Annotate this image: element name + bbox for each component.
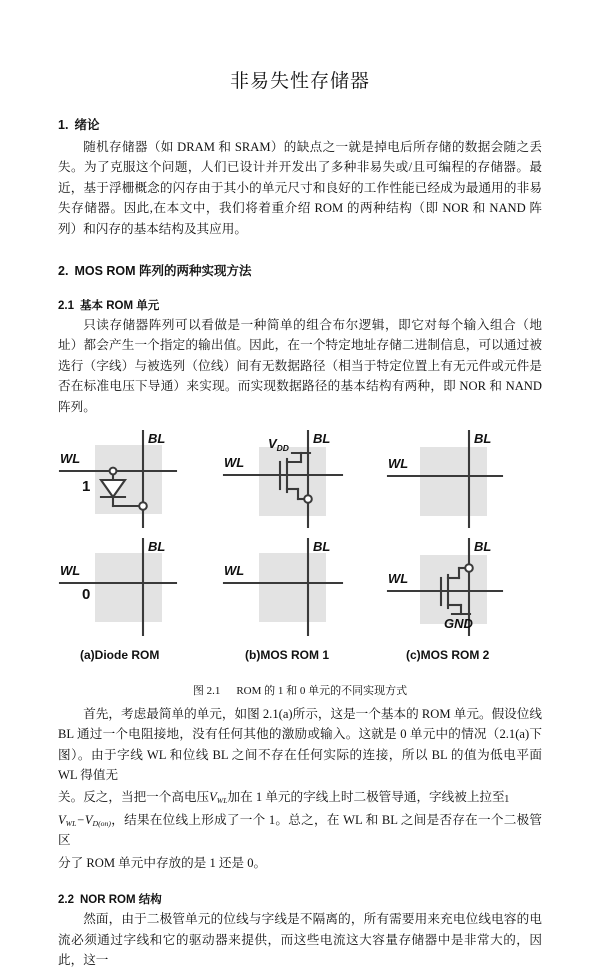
- formula-v-don-subscript: D(on): [92, 818, 112, 828]
- figure-node-bitline-contact: [139, 502, 147, 510]
- formula-tail-text: ，结果在位线上形成了一个 1。总之，在 WL 和 BL 之间是否存在一个二极管区: [58, 812, 542, 848]
- figure-column-caption-c: (c)MOS ROM 2: [406, 647, 490, 662]
- figure-row-label-0: 0: [82, 585, 91, 603]
- figure-caption: [58, 682, 542, 698]
- figure-label-wl-b1: WL: [224, 454, 245, 470]
- figure-label-vdd-b1: $V_{DD}$: [268, 435, 289, 453]
- formula-v-wl-2-subscript: WL: [65, 818, 77, 828]
- paragraph-intro: 随机存储器（如 DRAM 和 SRAM）的缺点之一就是掉电后所存储的数据会随之丢失。为了克服这个问题，人们已设计并开发出了多种非易失或/且可编程的存储器。最近，基于浮栅概念的闪存由于其小的单元尺寸和良好的工作性能已经成为最通用的非易失存储器。因此,在本文中，我们将着重介绍 ROM 的两种结构（即 NOR 和 NAND 阵列）和闪存的基本结构及其应用。: [58, 140, 542, 236]
- figure-label-bl-b0: BL: [313, 538, 331, 554]
- page-number: 1: [504, 793, 510, 805]
- paragraph-nor-rom: 然面，由于二极管单元的位线与字线是不隔离的，所有需要用来充电位线电容的电流必须通过字线和它的驱动器来提供，而这些电流这大容量存储器中是非常大的，因此，这一: [58, 912, 542, 967]
- formula-lead-text: 关。反之，当把一个高电压: [58, 790, 210, 805]
- figure-cell-c1-empty: [388, 431, 502, 527]
- figure-label-bl-a1: BL: [148, 430, 166, 446]
- paragraph-formula-line-2: [58, 810, 542, 851]
- figure-label-wl-a1: WL: [60, 450, 81, 466]
- heading-section-2: [58, 261, 542, 279]
- figure-row-label-1: 1: [82, 477, 91, 495]
- figure-cell-a0-empty: [60, 539, 176, 635]
- figure-cell-c0-mos-rom-2: [388, 539, 502, 635]
- figure-label-wl-b0: WL: [224, 562, 245, 578]
- formula-lead-text-2: 加在 1 单元的字线上时二极管导通，字线被上拉至: [227, 790, 505, 805]
- heading-section-2-2-text: NOR ROM 结构: [80, 894, 162, 907]
- page-content: [58, 0, 542, 972]
- formula-v-don: [85, 813, 111, 827]
- formula-v-don-symbol: V: [84, 812, 93, 827]
- formula-v-wl-subscript: WL: [216, 796, 228, 806]
- figure-node-anode: [110, 468, 117, 475]
- paragraph-last-basic-cell: 分了 ROM 单元中存放的是 1 还是 0。: [58, 855, 267, 870]
- figure-column-caption-b: (b)MOS ROM 1: [245, 647, 329, 662]
- heading-section-2-1-number: 2.1: [58, 299, 74, 312]
- heading-section-2-number: 2.: [58, 263, 69, 278]
- figure-column-caption-a: (a)Diode ROM: [80, 647, 160, 662]
- figure-cell-b0-empty: [224, 539, 342, 635]
- figure-node-bitline-contact-b1: [304, 495, 312, 503]
- figure-caption-text: ROM 的 1 和 0 单元的不同实现方式: [236, 684, 408, 697]
- figure-2-1-svg: [58, 431, 542, 681]
- figure-node-bitline-contact-c0: [465, 564, 473, 572]
- figure-2-1: [58, 431, 542, 681]
- figure-cell-a1-diode-rom: [60, 431, 176, 527]
- figure-cell-b1-mos-rom-1: [224, 431, 342, 527]
- figure-label-gnd-c0: GND: [444, 615, 473, 631]
- paragraph-after-figure: 首先，考虑最简单的单元，如图 2.1(a)所示，这是一个基本的 ROM 单元。假设位线 BL 通过一个电阻接地，没有任何其他的激励或输入。这就是 0 单元中的情况（2.1(a)下图）。由于字线 WL 和位线 BL 之间不存在任何实际的连接，所以 BL 的值为低电平面 WL 得值无: [58, 706, 542, 783]
- figure-label-wl-c1: WL: [388, 455, 409, 471]
- figure-label-bl-c0: BL: [474, 538, 492, 554]
- formula-v-wl-2-symbol: V: [58, 812, 66, 827]
- figure-label-wl-c0: WL: [388, 570, 409, 586]
- heading-section-2-2: [58, 891, 542, 907]
- heading-section-2-text: MOS ROM 阵列的两种实现方法: [74, 263, 252, 278]
- paragraph-formula-line-1: [58, 787, 542, 807]
- formula-v-wl-symbol: V: [209, 790, 217, 805]
- heading-section-1-text: 绪论: [74, 118, 100, 132]
- formula-minus-sign: −: [76, 812, 85, 827]
- figure-label-bl-c1: BL: [474, 430, 492, 446]
- figure-label-bl-b1: BL: [313, 430, 331, 446]
- heading-section-1: [58, 115, 542, 133]
- figure-caption-number: 图 2.1: [192, 684, 221, 697]
- heading-section-2-1-text: 基本 ROM 单元: [80, 299, 160, 312]
- heading-section-2-1: [58, 297, 542, 313]
- page-title: 非易失性存储器: [229, 71, 370, 92]
- formula-v-wl: [209, 790, 227, 804]
- formula-v-wl-2: [58, 813, 76, 827]
- heading-section-1-number: 1.: [58, 118, 69, 132]
- heading-section-2-2-number: 2.2: [58, 894, 74, 907]
- figure-label-wl-a0: WL: [60, 562, 81, 578]
- figure-label-bl-a0: BL: [148, 538, 166, 554]
- paragraph-basic-cell: 只读存储器阵列可以看做是一种简单的组合布尔逻辑，即它对每个输入组合（地址）都会产生一个指定的输出值。因此，在一个特定地址存储二进制信息，可以通过被选行（字线）与被选列（位线）间有无数据路径（相当于特定位置上有无元件或元件是否在标准电压下导通）来实现。而实现数据路径的基本结构有两种，即 NOR 和 NAND 阵列。: [58, 317, 542, 414]
